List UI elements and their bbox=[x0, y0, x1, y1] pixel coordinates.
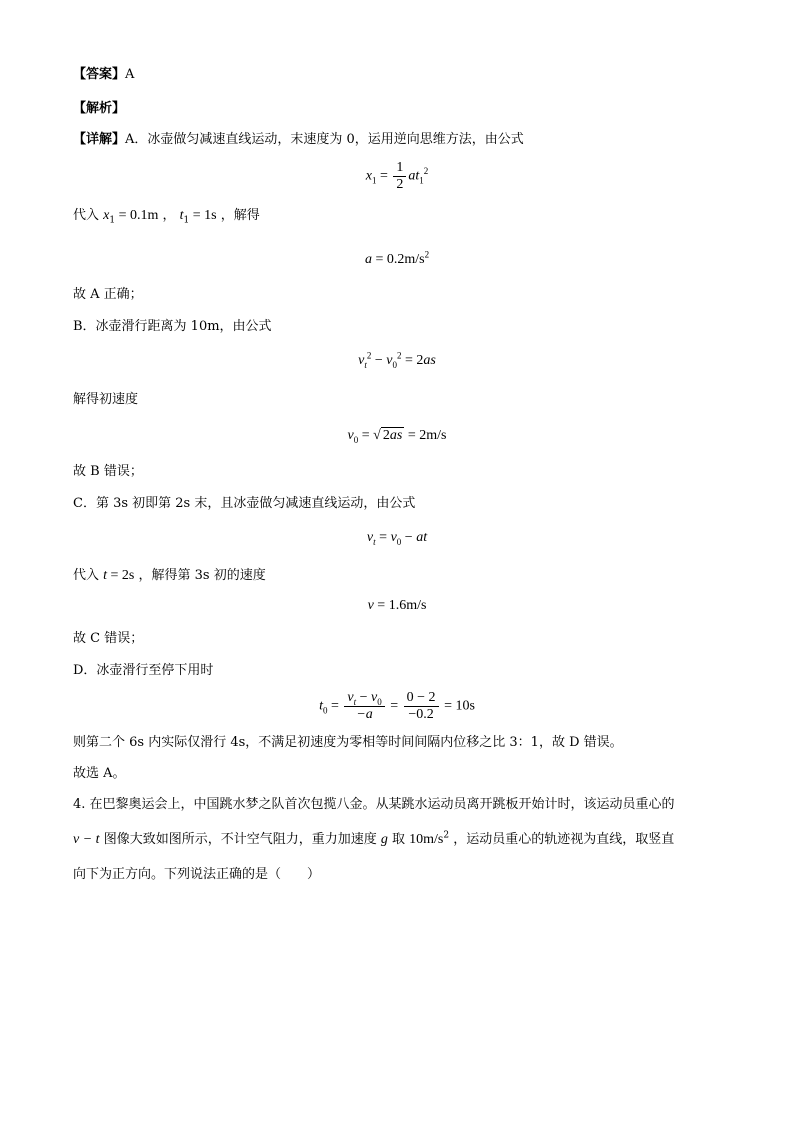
question-4-line3: 向下为正方向。下列说法正确的是（ ） bbox=[73, 867, 321, 882]
equation-d: $t_0$ = $\frac{v_t - v_0}{-a}$ = $\frac{0 - 2}{-0.2}$ = 10s bbox=[319, 690, 475, 722]
answer-label: 【答案】 bbox=[73, 67, 126, 82]
detail-c-substitute: 代入 t = 2s ，解得第 3s 初的速度 bbox=[73, 568, 266, 583]
detail-label: 【详解】 bbox=[73, 132, 126, 147]
detail-d-explain: 则第二个 6s 内实际仅滑行 4s，不满足初速度为零相等时间间隔内位移之比 3：1，故 D 错误。 bbox=[73, 735, 623, 750]
detail-b-conclusion: 故 B 错误； bbox=[73, 464, 143, 479]
detail-a-intro bbox=[73, 131, 524, 149]
detail-c-intro: C．第 3s 初即第 2s 末，且冰壶做匀减速直线运动，由公式 bbox=[73, 496, 416, 511]
equation-x1: $x_1$ = $\frac{1}{2}$ $at_1^2$ bbox=[365, 160, 429, 192]
detail-b-solve: 解得初速度 bbox=[73, 392, 139, 407]
detail-a-substitute: 代入 $x_1 = 0.1m$ ， $t_1 = 1s$ ，解得 bbox=[73, 208, 260, 226]
detail-c-conclusion: 故 C 错误； bbox=[73, 631, 144, 646]
final-answer: 故选 A。 bbox=[73, 766, 126, 781]
fraction-half: $\frac{1}{2}$ bbox=[393, 160, 406, 193]
fraction-velocity: $\frac{v_t - v_0}{-a}$ bbox=[344, 690, 384, 723]
question-4-line1: 4. 在巴黎奥运会上，中国跳水梦之队首次包揽八金。从某跳水运动员离开跳板开始计时，该运动员重心的 bbox=[73, 797, 675, 812]
question-4-line2: v − t 图像大致如图所示，不计空气阻力，重力加速度 g 取 $10m/s^2$ ，运动员重心的轨迹视为直线，取竖直 bbox=[73, 830, 675, 847]
equation-b: $v_t^2 - v_0^2 = 2as$ bbox=[358, 350, 436, 370]
detail-a-text: A．冰壶做匀减速直线运动，末速度为 0，运用逆向思维方法，由公式 bbox=[125, 132, 524, 147]
answer-value: A bbox=[125, 67, 135, 82]
equation-c: $v_t = v_0$ − at bbox=[366, 530, 428, 547]
detail-a-conclusion: 故 A 正确； bbox=[73, 287, 143, 302]
analysis-label: 【解析】 bbox=[73, 101, 126, 116]
answer-line bbox=[73, 66, 134, 84]
equation-c2: v = 1.6m/s bbox=[367, 598, 427, 613]
equation-a-value: $a = 0.2m/s^2$ bbox=[364, 249, 430, 267]
fraction-numeric: $\frac{0 - 2}{-0.2}$ bbox=[404, 690, 439, 723]
sqrt-radicand: 2as bbox=[382, 428, 403, 443]
detail-b-intro: B．冰壶滑行距离为 10m，由公式 bbox=[73, 319, 272, 334]
detail-d-intro: D．冰壶滑行至停下用时 bbox=[73, 663, 214, 678]
equation-v0: $v_0$ = √ 2as = 2m/s bbox=[347, 428, 447, 445]
